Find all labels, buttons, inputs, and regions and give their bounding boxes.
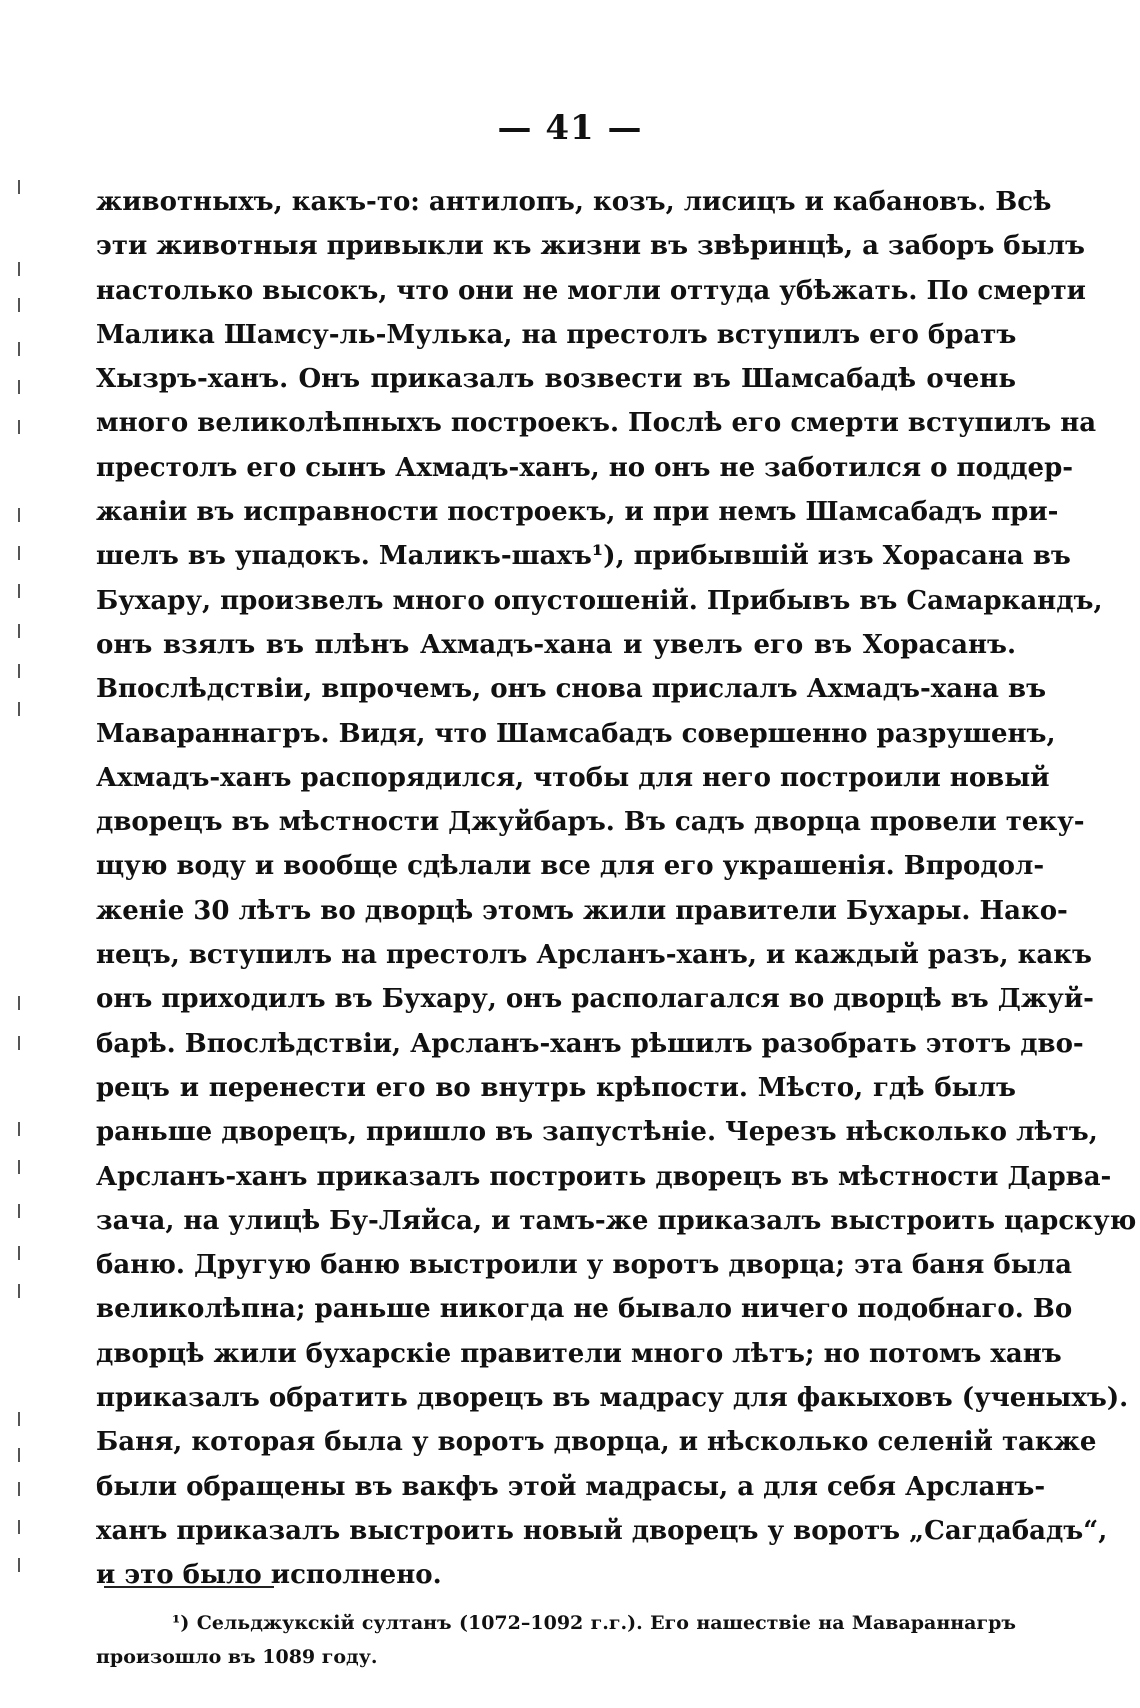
text-line: Ахмадъ-ханъ распорядился, чтобы для него построили новый	[96, 762, 1050, 793]
page-number: — 41 —	[497, 108, 643, 148]
body-text	[96, 180, 1137, 1598]
text-line: ханъ приказалъ выстроить новый дворецъ у воротъ „Сагдабадъ“,	[96, 1515, 1108, 1546]
margin-mark	[18, 996, 20, 1010]
text-line: женіе 30 лѣтъ во дворцѣ этомъ жили правители Бухары. Нако-	[96, 895, 1068, 926]
text-line: много великолѣпныхъ построекъ. Послѣ его смерти вступилъ на	[96, 408, 1097, 439]
margin-mark	[18, 1558, 20, 1572]
margin-mark	[18, 584, 20, 598]
text-line: барѣ. Впослѣдствіи, Арсланъ-ханъ рѣшилъ разобрать этотъ дво-	[96, 1028, 1084, 1059]
margin-marks	[14, 180, 26, 1680]
footnote-line: произошло въ 1089 году.	[96, 1646, 378, 1668]
footnote-line: ¹) Сельджукскій султанъ (1072–1092 г.г.). Его нашествіе на Мавараннагръ	[172, 1612, 1016, 1634]
text-line: раньше дворецъ, пришло въ запустѣніе. Черезъ нѣсколько лѣтъ,	[96, 1117, 1098, 1148]
text-line: щую воду и вообще сдѣлали все для его украшенія. Впродол-	[96, 851, 1045, 882]
text-line: великолѣпна; раньше никогда не бывало ничего подобнаго. Во	[96, 1294, 1073, 1325]
text-line: баню. Другую баню выстроили у воротъ дворца; эта баня была	[96, 1250, 1072, 1281]
margin-mark	[18, 420, 20, 434]
margin-mark	[18, 262, 20, 276]
margin-mark	[18, 624, 20, 638]
margin-mark	[18, 1160, 20, 1174]
text-line: Арсланъ-ханъ приказалъ построить дворецъ въ мѣстности Дарва-	[96, 1161, 1112, 1192]
margin-mark	[18, 1122, 20, 1136]
text-line: Хызръ-ханъ. Онъ приказалъ возвести въ Шамсабадѣ очень	[96, 364, 1016, 395]
margin-mark	[18, 1448, 20, 1462]
text-line: животныхъ, какъ-то: антилопъ, козъ, лисицъ и кабановъ. Всѣ	[96, 187, 1052, 217]
margin-mark	[18, 1482, 20, 1496]
margin-mark	[18, 702, 20, 716]
text-line: Мавараннагръ. Видя, что Шамсабадъ совершенно разрушенъ,	[96, 718, 1056, 749]
margin-mark	[18, 1520, 20, 1534]
margin-mark	[18, 1204, 20, 1218]
text-line: рецъ и перенести его во внутрь крѣпости. Мѣсто, гдѣ былъ	[96, 1072, 1016, 1103]
margin-mark	[18, 1284, 20, 1298]
margin-mark	[18, 1246, 20, 1260]
text-line: нецъ, вступилъ на престолъ Арсланъ-ханъ, и каждый разъ, какъ	[96, 940, 1092, 971]
text-line: Впослѣдствіи, впрочемъ, онъ снова прислалъ Ахмадъ-хана въ	[96, 674, 1047, 705]
margin-mark	[18, 380, 20, 394]
text-line: онъ приходилъ въ Бухару, онъ располагался во дворцѣ въ Джуй-	[96, 984, 1094, 1015]
margin-mark	[18, 664, 20, 678]
footnote-divider	[104, 1586, 274, 1588]
text-line: жаніи въ исправности построекъ, и при немъ Шамсабадъ при-	[96, 497, 1059, 528]
text-line: онъ взялъ въ плѣнъ Ахмадъ-хана и увелъ его въ Хорасанъ.	[96, 629, 1016, 660]
text-line: эти животныя привыкли къ жизни въ звѣринцѣ, а заборъ былъ	[96, 231, 1085, 262]
margin-mark	[18, 342, 20, 356]
margin-mark	[18, 1412, 20, 1426]
footnote	[96, 1606, 1016, 1674]
text-line: дворецъ въ мѣстности Джуйбаръ. Въ садъ дворца провели теку-	[96, 807, 1085, 838]
margin-mark	[18, 298, 20, 312]
text-line: шелъ въ упадокъ. Маликъ-шахъ¹), прибывшій изъ Хорасана въ	[96, 541, 1071, 572]
text-line: дворцѣ жили бухарскіе правители много лѣтъ; но потомъ ханъ	[96, 1338, 1062, 1369]
text-line: настолько высокъ, что они не могли оттуда убѣжать. По смерти	[96, 275, 1086, 306]
margin-mark	[18, 180, 20, 194]
text-line: Бухару, произвелъ много опустошеній. Прибывъ въ Самаркандъ,	[96, 585, 1103, 616]
text-line: престолъ его сынъ Ахмадъ-ханъ, но онъ не заботился о поддер-	[96, 452, 1074, 483]
margin-mark	[18, 546, 20, 560]
text-line: были обращены въ вакфъ этой мадрасы, а для себя Арсланъ-	[96, 1471, 1046, 1502]
text-line: и это было исполнено.	[96, 1560, 442, 1591]
text-line: приказалъ обратить дворецъ въ мадрасу для факыховъ (ученыхъ).	[96, 1383, 1129, 1414]
text-line: зача, на улицѣ Бу-Ляйса, и тамъ-же приказалъ выстроить царскую	[96, 1205, 1137, 1236]
text-line: Малика Шамсу-ль-Мулька, на престолъ вступилъ его братъ	[96, 319, 1017, 350]
text-line: Баня, которая была у воротъ дворца, и нѣсколько селеній также	[96, 1427, 1097, 1458]
margin-mark	[18, 1036, 20, 1050]
margin-mark	[18, 508, 20, 522]
